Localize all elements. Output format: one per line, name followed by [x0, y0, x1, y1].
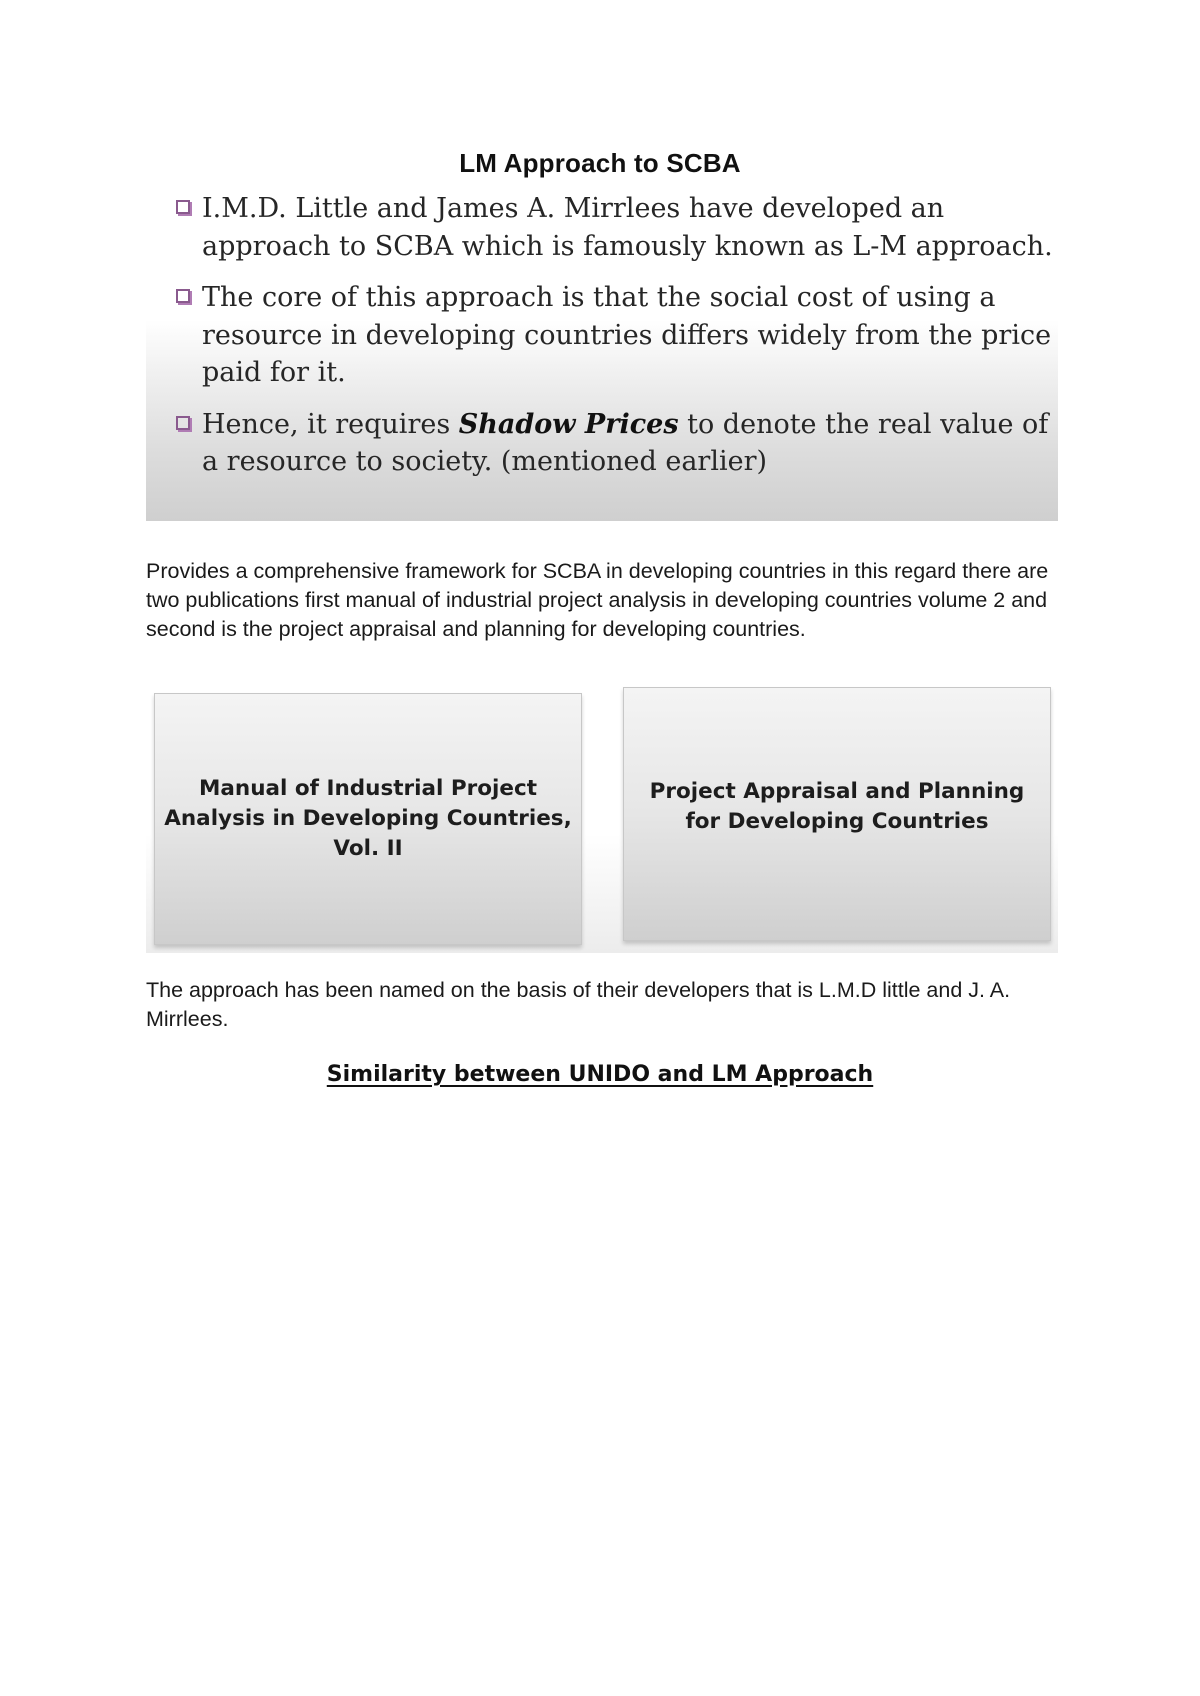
section-heading [0, 1060, 1200, 1090]
publications-diagram [146, 688, 1058, 953]
naming-paragraph: The approach has been named on the basis of their developers that is L.M.D little and J. A. Mirrlees. [146, 978, 1011, 1031]
slide-image [146, 186, 1058, 521]
slide-bullet [176, 190, 1058, 265]
checkbox-bullet-icon [176, 200, 190, 214]
slide-bullet-text: The core of this approach is that the social cost of using a resource in developing countries differs widely from the price paid for it. [202, 282, 1052, 388]
slide-bullet [176, 279, 1058, 392]
slide-bullet-text-pre: Hence, it requires [202, 408, 459, 440]
publication-title: Manual of Industrial Project Analysis in Developing Countries, Vol. II [164, 776, 572, 861]
slide-bullet-emphasis: Shadow Prices [458, 408, 679, 440]
section-heading-text: Similarity between UNIDO and LM Approach [326, 1062, 874, 1087]
publication-box-appraisal [623, 687, 1051, 941]
publication-title: Project Appraisal and Planning for Developing Countries [649, 779, 1025, 834]
intro-paragraph: Provides a comprehensive framework for SCBA in developing countries in this regard there are two publications first manual of industrial project analysis in developing countries volume 2 and second is the project appraisal and planning for developing countries. [146, 559, 1049, 641]
checkbox-bullet-icon [176, 289, 190, 303]
slide-bullet [176, 406, 1058, 481]
publication-box-manual [154, 693, 582, 945]
slide-bullet-text-post: to denote the real value of a resource to society. (mentioned earlier) [202, 408, 1049, 477]
page-title: LM Approach to SCBA [459, 148, 741, 178]
checkbox-bullet-icon [176, 416, 190, 430]
slide-bullet-text: I.M.D. Little and James A. Mirrlees have developed an approach to SCBA which is famously known as L-M approach. [202, 193, 1053, 262]
